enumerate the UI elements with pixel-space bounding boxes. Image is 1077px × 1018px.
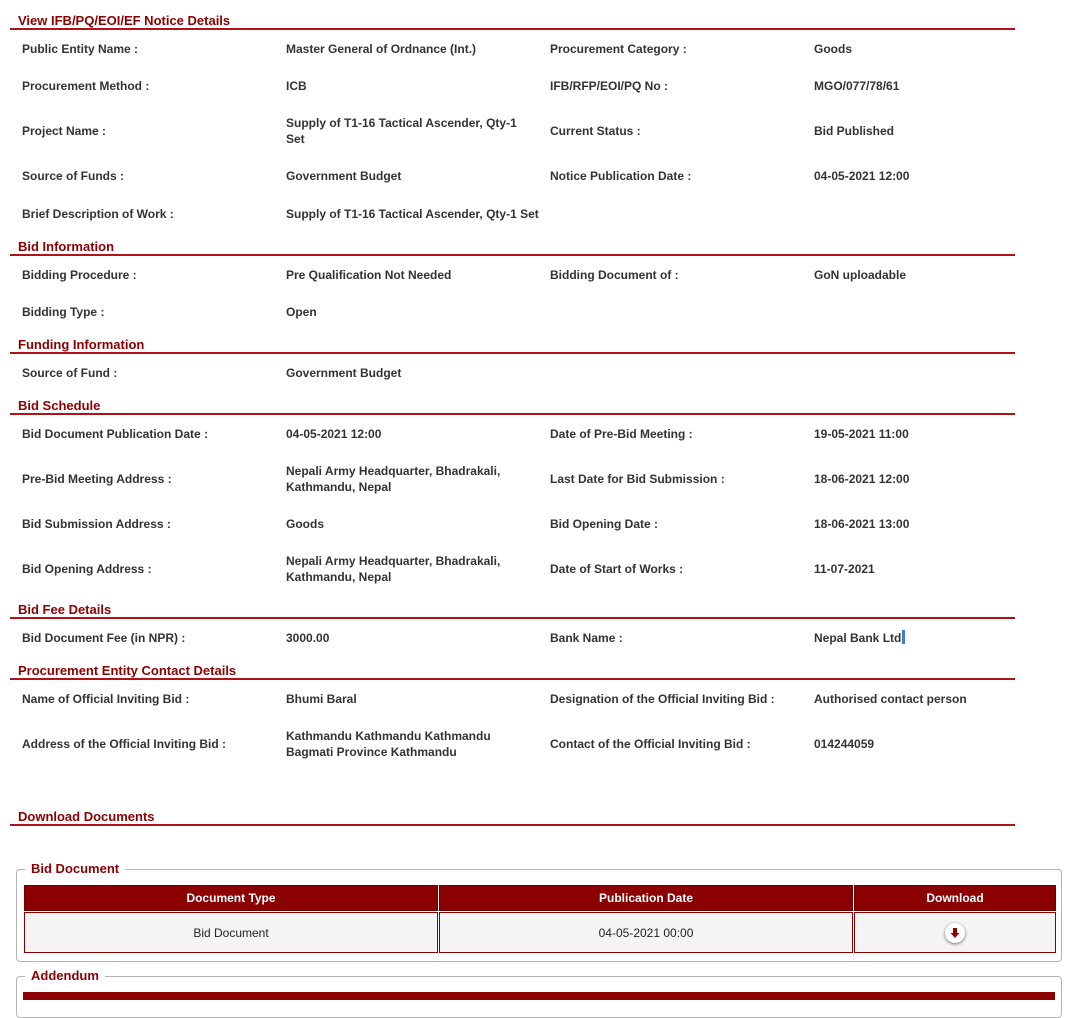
- section-download-documents: [10, 800, 1015, 826]
- ifb-no-value: MGO/077/78/61: [814, 79, 900, 93]
- bidding-type-value: Open: [286, 305, 317, 319]
- publication-date-cell: 04-05-2021 00:00: [439, 912, 853, 953]
- pre-bid-meeting-address-value: Nepali Army Headquarter, Bhadrakali, Kathmandu, Nepal: [286, 464, 501, 494]
- source-of-fund-value: Government Budget: [286, 366, 402, 380]
- bidding-type-label: Bidding Type :: [22, 305, 105, 319]
- bidding-procedure-label: Bidding Procedure :: [22, 268, 137, 282]
- official-contact-label: Contact of the Official Inviting Bid :: [550, 737, 751, 751]
- bank-name-label: Bank Name :: [550, 631, 623, 645]
- source-of-funds-label: Source of Funds :: [22, 169, 124, 183]
- table-row: [24, 912, 1056, 953]
- column-header-download: Download: [854, 885, 1056, 911]
- project-name-label: Project Name :: [22, 124, 107, 138]
- last-date-submission-value: 18-06-2021 12:00: [814, 472, 910, 486]
- current-status-value: Bid Published: [814, 124, 895, 138]
- bid-document-fee-label: Bid Document Fee (in NPR) :: [22, 631, 186, 645]
- pre-bid-meeting-date-value: 19-05-2021 11:00: [814, 427, 909, 441]
- procurement-category-label: Procurement Category :: [550, 42, 687, 56]
- bidding-document-of-label: Bidding Document of :: [550, 268, 679, 282]
- designation-value: Authorised contact person: [814, 692, 967, 706]
- bid-opening-date-value: 18-06-2021 13:00: [814, 517, 910, 531]
- section-bid-schedule: [10, 389, 1015, 415]
- start-of-works-value: 11-07-2021: [814, 562, 875, 576]
- brief-description-label: Brief Description of Work :: [22, 207, 174, 221]
- bid-doc-publication-date-label: Bid Document Publication Date :: [22, 427, 209, 441]
- bid-opening-address-value: Nepali Army Headquarter, Bhadrakali, Kathmandu, Nepal: [286, 554, 501, 584]
- designation-label: Designation of the Official Inviting Bid :: [550, 692, 775, 706]
- bid-document-table: [23, 884, 1057, 954]
- download-cell: [854, 912, 1056, 953]
- official-contact-value: 014244059: [814, 737, 875, 751]
- section-title-bid-information: Bid Information: [18, 239, 115, 254]
- bidding-procedure-value: Pre Qualification Not Needed: [286, 268, 452, 282]
- column-header-document-type: Document Type: [24, 885, 438, 911]
- section-notice-details: [10, 4, 1015, 30]
- official-name-label: Name of Official Inviting Bid :: [22, 692, 190, 706]
- table-header-row: [24, 885, 1056, 911]
- addendum-fieldset: [16, 968, 1062, 1018]
- section-title-bid-schedule: Bid Schedule: [18, 398, 101, 413]
- procurement-method-value: ICB: [286, 79, 307, 93]
- bid-submission-address-value: Goods: [286, 517, 324, 531]
- current-status-label: Current Status :: [550, 124, 641, 138]
- bid-opening-date-label: Bid Opening Date :: [550, 517, 658, 531]
- bid-doc-publication-date-value: 04-05-2021 12:00: [286, 427, 382, 441]
- start-of-works-label: Date of Start of Works :: [550, 562, 684, 576]
- section-bid-fee-details: [10, 593, 1015, 619]
- bank-name-value: Nepal Bank Ltd: [814, 631, 902, 645]
- project-name-value: Supply of T1-16 Tactical Ascender, Qty-1 Set: [286, 116, 517, 146]
- section-title-funding-information: Funding Information: [18, 337, 145, 352]
- last-date-submission-label: Last Date for Bid Submission :: [550, 472, 725, 486]
- section-bid-information: [10, 230, 1015, 256]
- source-of-funds-value: Government Budget: [286, 169, 402, 183]
- official-address-label: Address of the Official Inviting Bid :: [22, 737, 227, 751]
- section-funding-information: [10, 328, 1015, 354]
- addendum-legend: Addendum: [25, 968, 105, 983]
- bid-opening-address-label: Bid Opening Address :: [22, 562, 152, 576]
- source-of-fund-label: Source of Fund :: [22, 366, 118, 380]
- notice-publication-date-label: Notice Publication Date :: [550, 169, 692, 183]
- bid-document-fee-value: 3000.00: [286, 631, 330, 645]
- bid-document-legend: Bid Document: [25, 861, 125, 876]
- section-contact-details: [10, 654, 1015, 680]
- download-button[interactable]: [945, 923, 965, 943]
- public-entity-value: Master General of Ordnance (Int.): [286, 42, 477, 56]
- bid-document-fieldset: [16, 861, 1062, 962]
- section-title-download-documents: Download Documents: [18, 809, 155, 824]
- brief-description-value: Supply of T1-16 Tactical Ascender, Qty-1 Set: [286, 207, 539, 221]
- text-selection-caret: [902, 630, 905, 644]
- section-title-bid-fee-details: Bid Fee Details: [18, 602, 112, 617]
- bid-submission-address-label: Bid Submission Address :: [22, 517, 171, 531]
- official-name-value: Bhumi Baral: [286, 692, 357, 706]
- pre-bid-meeting-address-label: Pre-Bid Meeting Address :: [22, 472, 172, 486]
- document-type-cell: Bid Document: [24, 912, 438, 953]
- ifb-no-label: IFB/RFP/EOI/PQ No :: [550, 79, 669, 93]
- notice-publication-date-value: 04-05-2021 12:00: [814, 169, 910, 183]
- column-header-publication-date: Publication Date: [439, 885, 853, 911]
- addendum-table-header: [23, 992, 1055, 1000]
- public-entity-label: Public Entity Name :: [22, 42, 139, 56]
- pre-bid-meeting-date-label: Date of Pre-Bid Meeting :: [550, 427, 693, 441]
- download-arrow-icon: [949, 927, 961, 939]
- section-title-notice-details: View IFB/PQ/EOI/EF Notice Details: [18, 13, 231, 28]
- procurement-method-label: Procurement Method :: [22, 79, 150, 93]
- procurement-category-value: Goods: [814, 42, 852, 56]
- official-address-value: Kathmandu Kathmandu Kathmandu Bagmati Province Kathmandu: [286, 729, 491, 759]
- bidding-document-of-value: GoN uploadable: [814, 268, 907, 282]
- bank-name-value-wrap: [814, 630, 1009, 646]
- section-title-contact-details: Procurement Entity Contact Details: [18, 663, 237, 678]
